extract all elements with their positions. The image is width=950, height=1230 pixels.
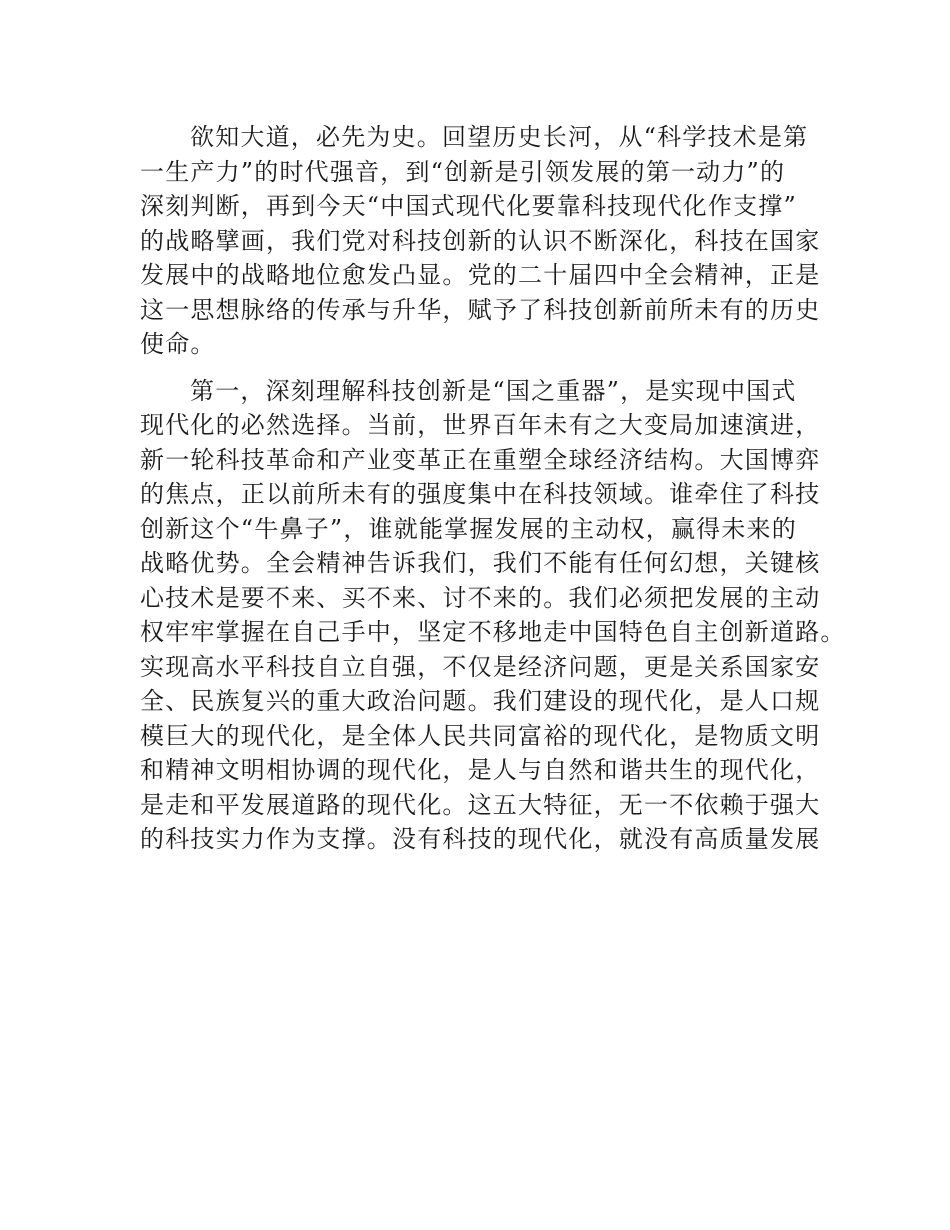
document-body: [140, 120, 846, 857]
text-line: 现代化的必然选择。当前，世界百年未有之大变局加速演进，: [140, 411, 821, 439]
text-line: 权牢牢掌握在自己手中，坚定不移地走中国特色自主创新道路。: [140, 618, 846, 646]
text-line: 第一，深刻理解科技创新是“国之重器”，是实现中国式: [190, 376, 797, 405]
text-line: 是走和平发展道路的现代化。这五大特征，无一不依赖于强大: [140, 790, 821, 819]
text-line: 的科技实力作为支撑。没有科技的现代化，就没有高质量发展: [140, 825, 821, 853]
text-line: 一生产力”的时代强音，到“创新是引领发展的第一动力”的: [140, 157, 786, 186]
text-line: 新一轮科技革命和产业变革正在重塑全球经济结构。大国博弈: [140, 445, 821, 474]
text-line: 实现高水平科技自立自强，不仅是经济问题，更是关系国家安: [140, 652, 821, 681]
text-line: 的焦点，正以前所未有的强度集中在科技领域。谁牵住了科技: [140, 480, 821, 508]
text-line: 和精神文明相协调的现代化，是人与自然和谐共生的现代化，: [140, 756, 821, 784]
text-line: 深刻判断，再到今天“中国式现代化要靠科技现代化作支撑”: [140, 192, 797, 220]
text-line: 欲知大道，必先为史。回望历史长河，从“科学技术是第: [190, 123, 809, 151]
text-line: 心技术是要不来、买不来、讨不来的。我们必须把发展的主动: [140, 583, 821, 612]
text-line: 战略优势。全会精神告诉我们，我们不能有任何幻想，关键核: [140, 549, 821, 577]
paragraph-history: [140, 120, 821, 362]
text-line: 发展中的战略地位愈发凸显。党的二十届四中全会精神，正是: [140, 261, 821, 289]
paragraph-first-point: [140, 374, 846, 857]
text-line: 全、民族复兴的重大政治问题。我们建设的现代化，是人口规: [140, 687, 821, 715]
text-line: 的战略擘画，我们党对科技创新的认识不断深化，科技在国家: [140, 226, 821, 255]
text-line: 使命。: [140, 330, 216, 358]
text-line: 模巨大的现代化，是全体人民共同富裕的现代化，是物质文明: [140, 721, 821, 750]
text-line: 创新这个“牛鼻子”，谁就能掌握发展的主动权，赢得未来的: [140, 514, 797, 543]
text-line: 这一思想脉络的传承与升华，赋予了科技创新前所未有的历史: [140, 295, 821, 324]
